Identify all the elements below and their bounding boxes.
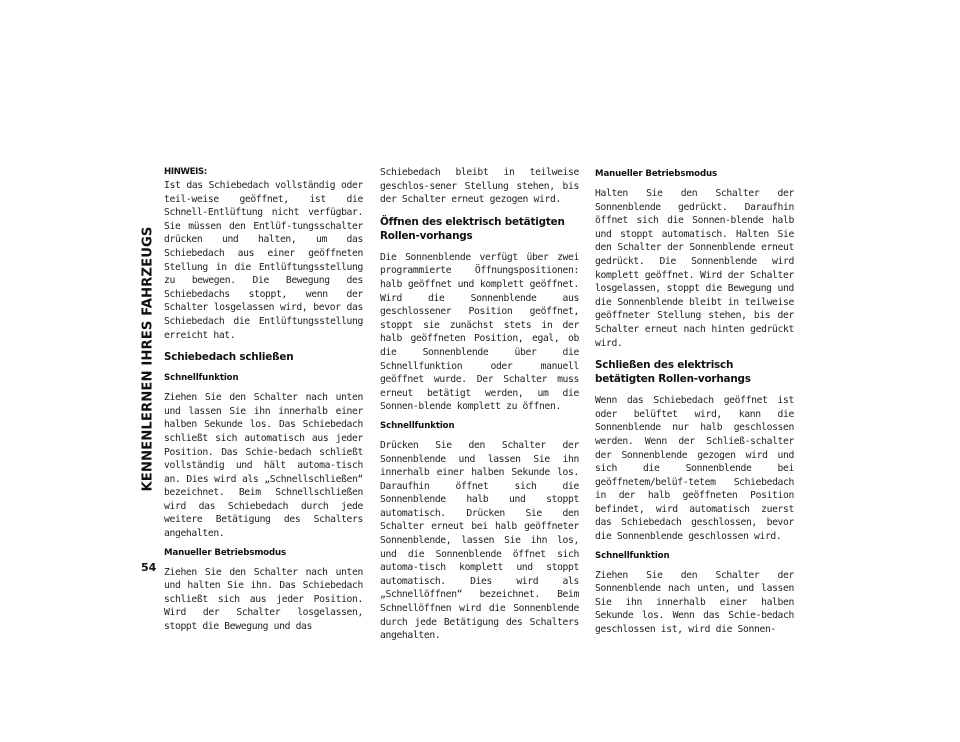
subheading-express: Schnellfunktion [380,420,455,431]
text-column-1 [164,166,363,640]
note-block [164,166,363,342]
side-chapter-title [136,166,160,552]
subheading-express: Schnellfunktion [164,373,239,384]
paragraph: Wenn das Schiebedach geöffnet ist oder belüftet wird, kann die Sonnenblende nur halb geschlossen werden. Wenn der Schließ-schalter der Sonnenblende gezogen wird und sich die Sonnenblende bei geöffnetem/belüf-tetem Schiebedach in der halb geöffneten Position befindet, wird automatisch zuerst das Schiebedach geschlossen, bevor die Sonnenblende geschlossen wird. [595,395,794,543]
note-text: Ist das Schiebedach vollständig oder teil-weise geöffnet, ist die Schnell-Entlüftung nicht verfügbar. Sie müssen den Entlüf-tungsschalter drücken und halten, um das Schiebedach aus einer geöffneten Stellung in die Entlüftungsstellung zu bewegen. Die Bewegung des Schiebedachs stoppt, wenn der Schalter losgelassen wird, bevor das Schiebedach die Entlüftungsstellung erreicht hat. [164,180,363,341]
paragraph: Die Sonnenblende verfügt über zwei programmierte Öffnungspositionen: halb geöffnet und komplett geöffnet. Wird die Sonnenblende aus geschlossener Position geöffnet, stoppt sie zunächst stets in der halb geöffneten Position, egal, ob die Sonnenblende über die Schnellfunktion oder manuell geöffnet wurde. Der Schalter muss erneut betätigt werden, um die Sonnen-blende komplett zu öffnen. [380,251,579,413]
page-number: 54 [141,561,157,574]
section-heading-close-sunroof: Schiebedach schließen [164,351,294,364]
subheading-manual-mode: Manueller Betriebsmodus [595,169,718,179]
subheading-manual-mode: Manueller Betriebsmodus [164,547,287,558]
section-heading-open-sunshade: Öffnen des elektrisch betätigten Rollen-vorhangs [380,215,565,242]
text-column-2 [380,166,579,649]
paragraph: Schiebedach bleibt in teilweise geschlos-sener Stellung stehen, bis der Schalter erneut gezogen wird. [380,167,579,206]
paragraph: Ziehen Sie den Schalter nach unten und halten Sie ihn. Das Schiebedach schließt sich aus jeder Position. Wird der Schalter losgelassen, stoppt die Bewegung und das [164,566,363,633]
note-label: HINWEIS: [164,167,207,177]
text-column-3 [595,166,794,643]
paragraph: Drücken Sie den Schalter der Sonnenblende und lassen Sie ihn innerhalb einer halben Sekunde los. Daraufhin öffnet sich die Sonnenblende halb und stoppt automatisch. Drücken Sie den Schalter erneut bei halb geöffneter Sonnenblende, lassen Sie ihn los, und die Sonnenblende öffnet sich automa-tisch komplett und stoppt automatisch. Dies wird als „Schnellöffnen“ bezeichnet. Beim Schnellöffnen wird die Sonnenblende durch jede Betätigung des Schalters angehalten. [380,439,579,642]
subheading-express: Schnellfunktion [595,550,670,561]
side-chapter-title-text: KENNENLERNEN IHRES FAHRZEUGS [140,226,156,492]
paragraph: Ziehen Sie den Schalter der Sonnenblende nach unten, und lassen Sie ihn innerhalb einer halben Sekunde los. Wenn das Schie-bedach geschlossen ist, wird die Sonnen- [595,569,794,636]
section-heading-close-sunshade: Schließen des elektrisch betätigten Rollen-vorhangs [595,359,751,386]
paragraph: Halten Sie den Schalter der Sonnenblende gedrückt. Daraufhin öffnet sich die Sonnen-blende halb und stoppt automatisch. Halten Sie den Schalter der Sonnenblende erneut gedrückt. Die Sonnenblende wird komplett geöffnet. Wird der Schalter losgelassen, stoppt die Bewegung und die Sonnenblende bleibt in teilweise geöffneter Stellung stehen, bis der Schalter erneut nach hinten gedrückt wird. [595,188,794,349]
paragraph: Ziehen Sie den Schalter nach unten und lassen Sie ihn innerhalb einer halben Sekunde los. Das Schiebedach schließt sich automatisch aus jeder Position. Das Schie-bedach schließt vollständig und hält automa-tisch an. Dies wird als „Schnellschließen“ bezeichnet. Beim Schnellschließen wird das Schiebedach durch jede weitere Betätigung des Schalters angehalten. [164,392,363,540]
